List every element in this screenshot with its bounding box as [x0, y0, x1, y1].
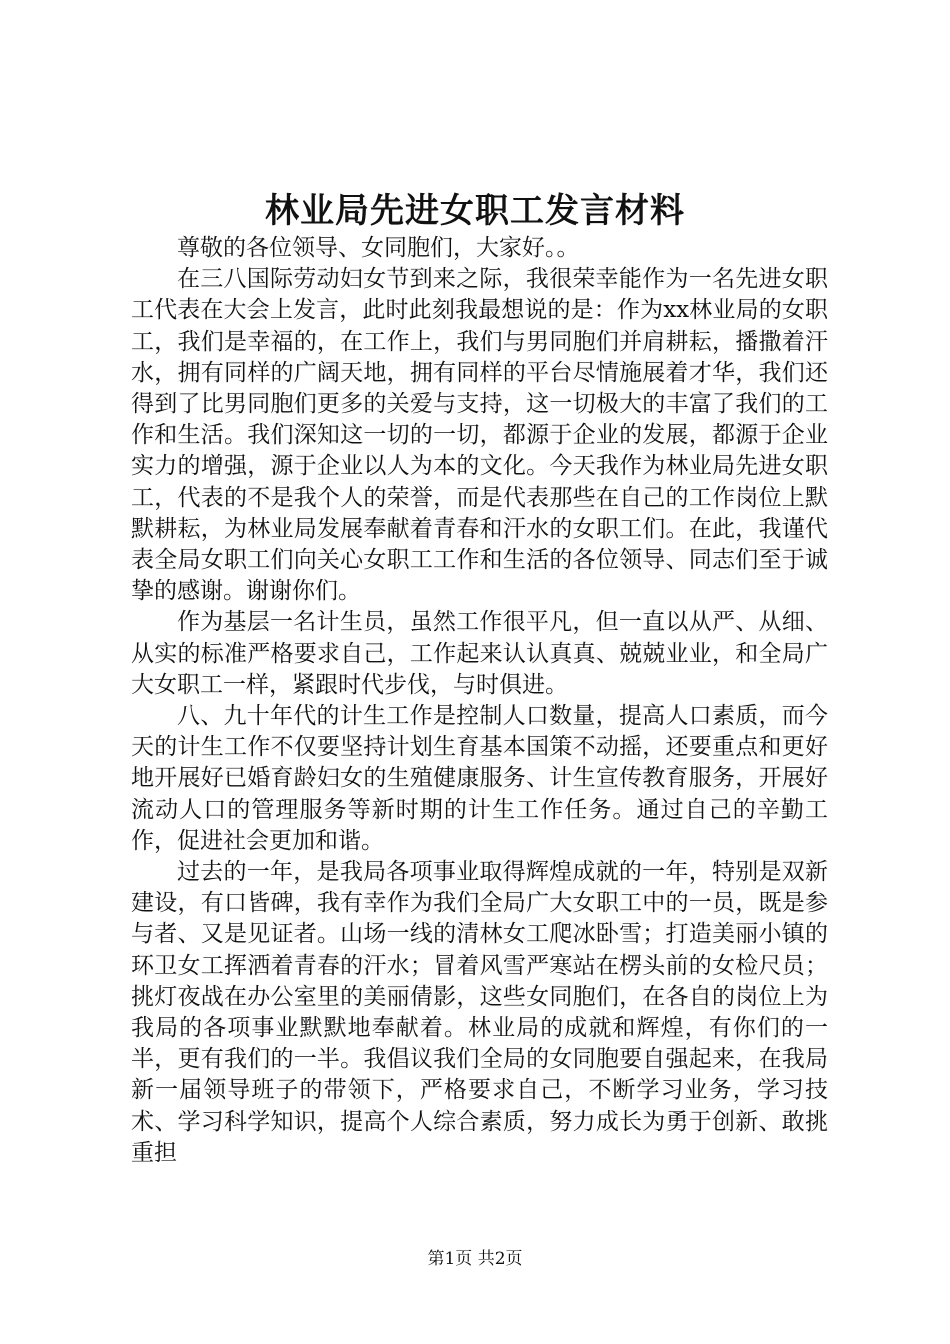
document-body	[131, 233, 828, 1169]
paragraph-past-year: 过去的一年，是我局各项事业取得辉煌成就的一年，特别是双新建设，有口皆碑，我有幸作为我们全局广大女职工中的一员，既是参与者、又是见证者。山场一线的清林女工爬冰卧雪；打造美丽小镇的环卫女工挥洒着青春的汗水；冒着风雪严寒站在楞头前的女检尺员；挑灯夜战在办公室里的美丽倩影，这些女同胞们，在各自的岗位上为我局的各项事业默默地奉献着。林业局的成就和辉煌，有你们的一半，更有我们的一半。我倡议我们全局的女同胞要自强起来，在我局新一届领导班子的带领下，严格要求自己，不断学习业务，学习技术、学习科学知识，提高个人综合素质，努力成长为勇于创新、敢挑重担	[131, 859, 828, 1166]
document-title: 林业局先进女职工发言材料	[265, 191, 685, 231]
paragraph-intro: 在三八国际劳动妇女节到来之际，我很荣幸能作为一名先进女职工代表在大会上发言，此时此刻我最想说的是：作为xx林业局的女职工，我们是幸福的，在工作上，我们与男同胞们并肩耕耘，播撒着汗水，拥有同样的广阔天地，拥有同样的平台尽情施展着才华，我们还得到了比男同胞们更多的关爱与支持，这一切极大的丰富了我们的工作和生活。我们深知这一切的一切，都源于企业的发展，都源于企业实力的增强，源于企业以人为本的文化。今天我作为林业局先进女职工，代表的不是我个人的荣誉，而是代表那些在自己的工作岗位上默默耕耘，为林业局发展奉献着青春和汗水的女职工们。在此，我谨代表全局女职工们向关心女职工工作和生活的各位领导、同志们至于诚挚的感谢。谢谢你们。	[131, 266, 828, 605]
paragraph-role: 作为基层一名计生员，虽然工作很平凡，但一直以从严、从细、从实的标准严格要求自己，工作起来认认真真、兢兢业业，和全局广大女职工一样，紧跟时代步伐，与时俱进。	[131, 609, 828, 698]
page-number-footer: 第1页 共2页	[427, 1249, 523, 1269]
paragraph-greeting: 尊敬的各位领导、女同胞们，大家好。。	[177, 235, 580, 261]
paragraph-family-planning: 八、九十年代的计生工作是控制人口数量，提高人口素质，而今天的计生工作不仅要坚持计划生育基本国策不动摇，还要重点和更好地开展好已婚育龄妇女的生殖健康服务、计生宣传教育服务，开展好流动人口的管理服务等新时期的计生工作任务。通过自己的辛勤工作，促进社会更加和谐。	[131, 703, 828, 854]
